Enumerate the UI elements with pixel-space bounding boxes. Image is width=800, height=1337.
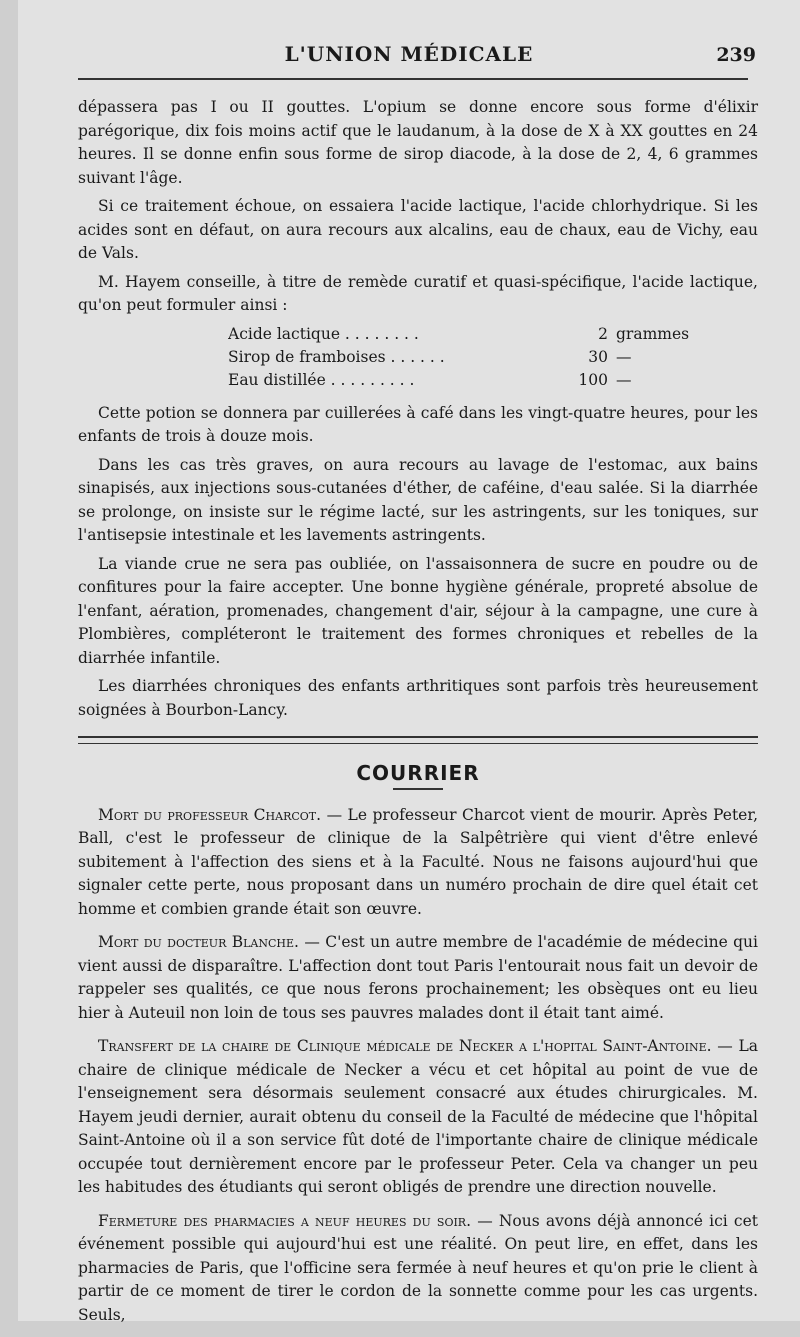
- unit: —: [616, 347, 632, 366]
- news-item: [78, 1035, 758, 1200]
- prescription: [228, 323, 758, 392]
- news-text: — Le professeur Charcot vient de mourir. Après Peter, Ball, c'est le professeur de clinique de la Salpêtrière qui vient d'être enlevé subitement à l'affection des siens et à la Faculté. Nous ne faisons aujourd'hui que signaler cette perte, nous proposant dans un numéro prochain de dire quel était cet homme et combien grande était son œuvre.: [78, 805, 758, 918]
- quantity: 2: [598, 324, 608, 343]
- ingredient: Eau distillée . . . . . . . . .: [228, 370, 415, 389]
- article-body: [78, 96, 758, 1337]
- news-heading: Transfert de la chaire de Clinique médicale de Necker a l'hopital Saint-Antoine.: [98, 1037, 712, 1055]
- section-title: COURRIER: [356, 761, 480, 785]
- paragraph: Si ce traitement échoue, on essaiera l'acide lactique, l'acide chlorhydrique. Si les acides sont en défaut, on aura recours aux alcalins, eau de chaux, eau de Vichy, eau de Vals.: [78, 197, 758, 262]
- unit: —: [616, 370, 632, 389]
- title-underline: [393, 788, 443, 790]
- news-text: — C'est un autre membre de l'académie de médecine qui vient aussi de disparaître. L'affection dont tout Paris l'entourait nous fait un devoir de rappeler ses qualités, ce que nous ferons prochainement; les obsèques ont eu lieu hier à Auteuil non loin de tous ses pauvres malades dont il était tant aimé.: [78, 933, 758, 1022]
- news-item: [78, 1210, 758, 1328]
- news-heading: Mort du professeur Charcot.: [98, 805, 322, 824]
- paragraph: Les diarrhées chroniques des enfants arthritiques sont parfois très heureusement soignées à Bourbon-Lancy.: [78, 677, 758, 719]
- news-item: [78, 931, 758, 1025]
- news-text: — Nous avons déjà annoncé ici cet événement possible qui aujourd'hui est une réalité. On peut lire, en effet, dans les pharmacies de Paris, que l'officine sera fermée à neuf heures et qu'on prie le client à partir de ce moment de tirer le cordon de la sonnette comme pour les cas urgents. Seuls,: [78, 1211, 758, 1324]
- paragraph: dépassera pas I ou II gouttes. L'opium se donne encore sous forme d'élixir parégorique, dix fois moins actif que le laudanum, à la dose de X à XX gouttes en 24 heures. Il se donne enfin sous forme de sirop diacode, à la dose de 2, 4, 6 grammes suivant l'âge.: [78, 98, 758, 187]
- paragraph: La viande crue ne sera pas oubliée, on l'assaisonnera de sucre en poudre ou de confitures pour la faire accepter. Une bonne hygiène générale, propreté absolue de l'enfant, aération, promenades, changement d'air, séjour à la campagne, une cure à Plombières, compléteront le traitement des formes chroniques et rebelles de la diarrhée infantile.: [78, 554, 758, 667]
- journal-title: L'UNION MÉDICALE: [284, 42, 534, 66]
- quantity: 30: [588, 347, 608, 366]
- news-heading: Fermeture des pharmacies a neuf heures du soir.: [98, 1211, 472, 1230]
- page-number: 239: [716, 44, 756, 66]
- header-rule: [78, 78, 748, 80]
- quantity: 100: [578, 370, 608, 389]
- prescription-line: [228, 369, 758, 392]
- prescription-line: [228, 346, 758, 369]
- news-list: [78, 804, 758, 1328]
- paragraph: M. Hayem conseille, à titre de remède curatif et quasi-spécifique, l'acide lactique, qu'on peut formuler ainsi :: [78, 272, 758, 314]
- unit: grammes: [616, 324, 690, 343]
- ingredient: Acide lactique . . . . . . . .: [228, 324, 419, 343]
- news-item: [78, 804, 758, 922]
- running-head: [18, 38, 800, 72]
- page: [18, 0, 800, 1324]
- paragraph: Cette potion se donnera par cuillerées à café dans les vingt-quatre heures, pour les enfants de trois à douze mois.: [78, 403, 758, 445]
- section-divider: [78, 736, 758, 744]
- ingredient: Sirop de framboises . . . . . .: [228, 347, 445, 366]
- news-heading: Mort du docteur Blanche.: [98, 933, 299, 951]
- prescription-line: [228, 323, 758, 346]
- news-text: — La chaire de clinique médicale de Necker a vécu et cet hôpital au point de vue de l'enseignement sera désormais seulement consacré aux études chirurgicales. M. Hayem jeudi dernier, aurait obtenu du conseil de la Faculté de médecine que l'hôpital Saint-Antoine où il a son service fût doté de l'importante chaire de clinique médicale occupée tout dernièrement encore par le professeur Peter. Cela va changer un peu les habitudes des étudiants qui seront obligés de prendre une direction nouvelle.: [78, 1037, 758, 1196]
- paragraph: Dans les cas très graves, on aura recours au lavage de l'estomac, aux bains sinapisés, aux injections sous-cutanées d'éther, de caféine, d'eau salée. Si la diarrhée se prolonge, on insiste sur le régime lacté, sur les astringents, sur les toniques, sur l'antisepsie intestinale et les lavements astringents.: [78, 455, 758, 544]
